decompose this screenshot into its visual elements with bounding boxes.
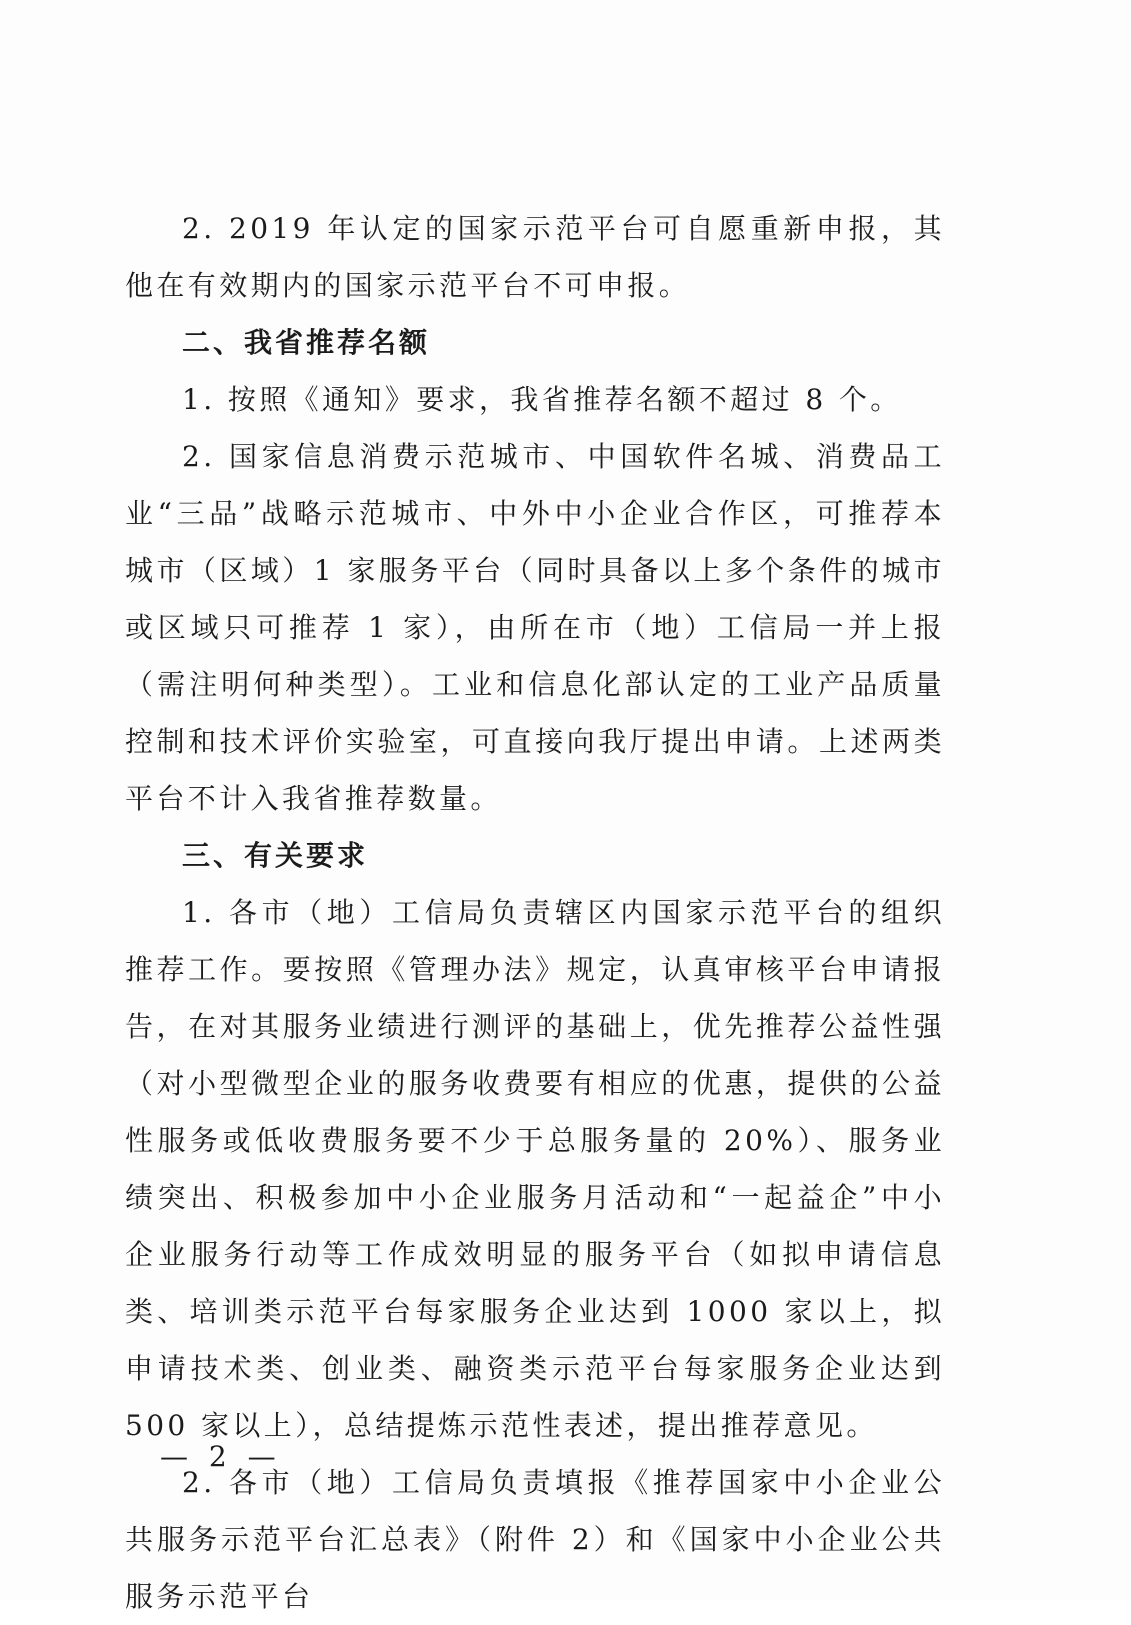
document-body [125,200,945,1625]
paragraph-city-recommendation: 2. 国家信息消费示范城市、中国软件名城、消费品工业“三品”战略示范城市、中外中小企业合作区，可推荐本城市（区域）1 家服务平台（同时具备以上多个条件的城市或区域只可推荐 1 家），由所在市（地）工信局一并上报（需注明何种类型）。工业和信息化部认定的工业产品质量控制和技术评价实验室，可直接向我厅提出申请。上述两类平台不计入我省推荐数量。 [125,440,945,815]
paragraph-quota-limit: 1. 按照《通知》要求，我省推荐名额不超过 8 个。 [182,383,902,416]
paragraph-organize-recommendation: 1. 各市（地）工信局负责辖区内国家示范平台的组织推荐工作。要按照《管理办法》规定，认真审核平台申请报告，在对其服务业绩进行测评的基础上，优先推荐公益性强（对小型微型企业的服务收费要有相应的优惠，提供的公益性服务或低收费服务要不少于总服务量的 20%）、服务业绩突出、积极参加中小企业服务月活动和“一起益企”中小企业服务行动等工作成效明显的服务平台（如拟申请信息类、培训类示范平台每家服务企业达到 1000 家以上，拟申请技术类、创业类、融资类示范平台每家服务企业达到 500 家以上），总结提炼示范性表述，提出推荐意见。 [125,896,945,1442]
paragraph-fill-forms: 2. 各市（地）工信局负责填报《推荐国家中小企业公共服务示范平台汇总表》（附件 2）和《国家中小企业公共服务示范平台 [125,1466,945,1613]
paragraph-item-2-reapply: 2. 2019 年认定的国家示范平台可自愿重新申报，其他在有效期内的国家示范平台不可申报。 [125,212,945,302]
section-heading-quota: 二、我省推荐名额 [182,326,431,359]
section-heading-requirements: 三、有关要求 [182,839,369,872]
page-number: — 2 — [160,1440,282,1473]
